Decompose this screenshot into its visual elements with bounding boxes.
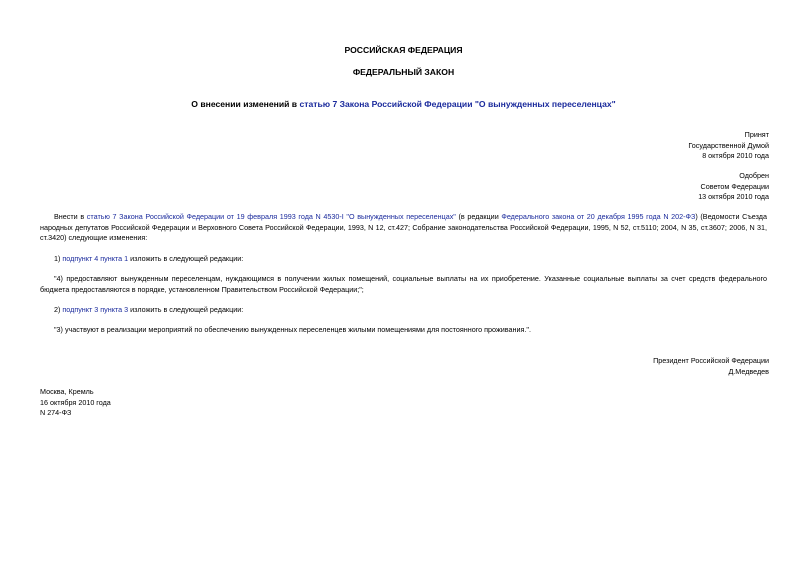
law-title	[0, 99, 807, 110]
signature-block	[653, 356, 769, 377]
law-title-link[interactable]: статью 7 Закона Российской Федерации "О вынужденных переселенцах"	[299, 99, 616, 109]
article-7-link[interactable]: статью 7 Закона Российской Федерации от 19 февраля 1993 года N 4530-I "О вынужденных переселенцах"	[86, 212, 456, 221]
federal-law-202-link[interactable]: Федерального закона от 20 декабря 1995 года N 202-ФЗ	[501, 212, 696, 221]
signatory-position: Президент Российской Федерации	[653, 356, 769, 365]
item-2	[40, 305, 767, 316]
adopted-date: 8 октября 2010 года	[702, 151, 769, 160]
signing-place: Москва, Кремль	[40, 387, 94, 396]
law-title-prefix: О внесении изменений в	[191, 99, 300, 109]
signing-date: 16 октября 2010 года	[40, 397, 111, 407]
item-2-number: 2)	[54, 305, 63, 314]
intro-text-3: ) (Ведомости Съезда народных депутатов Российской Федерации и Верховного Совета Российской Федерации, 1993, N 12, ст.427; Собрание законодательства Российской Федерации, 1995, N 52, ст.5110; 2004, N 35, ст.3607; 2006, N 31, ст.3420) следующие изменения:	[40, 212, 767, 242]
item-2-quote: "3) участвуют в реализации мероприятий по обеспечению вынужденных переселенцев жилыми помещениями для постоянного проживания.".	[54, 325, 531, 334]
intro-paragraph	[40, 212, 767, 244]
approved-block	[698, 171, 769, 203]
approved-label: Одобрен	[739, 171, 769, 180]
subparagraph-4-link[interactable]: подпункт 4 пункта 1	[62, 254, 129, 263]
item-1-number: 1)	[54, 254, 63, 263]
adopted-block	[688, 130, 769, 162]
subparagraph-3-link[interactable]: подпункт 3 пункта 3	[62, 305, 129, 314]
item-1-quote: "4) предоставляют вынужденным переселенцам, нуждающимся в получении жилых помещений, социальные выплаты на их приобретение. Указанные социальные выплаты за счет средств федерального бюджета предоставляются в порядке, установленном Правительством Российской Федерации;";	[40, 274, 767, 294]
signatory-name: Д.Медведев	[728, 366, 769, 376]
country-heading: РОССИЙСКАЯ ФЕДЕРАЦИЯ	[344, 45, 463, 55]
intro-text-1: Внести в	[54, 212, 87, 221]
adopted-label: Принят	[744, 130, 769, 139]
law-type-heading: ФЕДЕРАЛЬНЫЙ ЗАКОН	[352, 67, 455, 77]
approved-date: 13 октября 2010 года	[698, 192, 769, 201]
item-1	[40, 254, 767, 265]
law-number: N 274-ФЗ	[40, 408, 72, 417]
approved-by: Советом Федерации	[700, 181, 769, 191]
item-1-text: изложить в следующей редакции:	[128, 254, 244, 263]
item-2-text: изложить в следующей редакции:	[128, 305, 244, 314]
adopted-by: Государственной Думой	[688, 140, 769, 150]
intro-text-2: (в редакции	[455, 212, 502, 221]
place-date-block	[40, 387, 111, 419]
